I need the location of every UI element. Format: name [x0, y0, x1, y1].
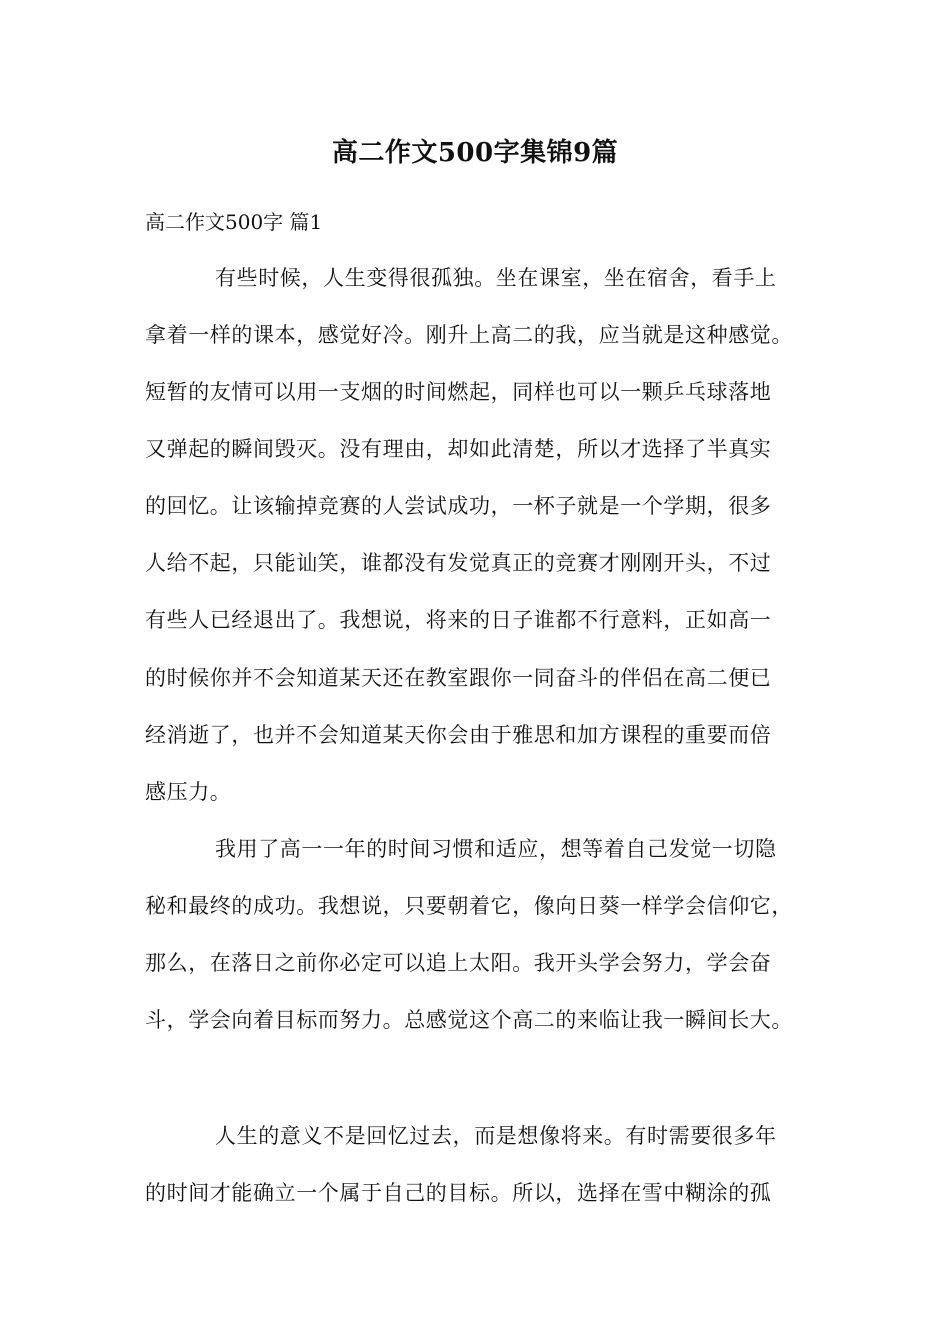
- paragraph-line: 斗，学会向着目标而努力。总感觉这个高二的来临让我一瞬间长大。: [145, 1008, 793, 1032]
- document-title: 高二作文500字集锦9篇: [331, 138, 619, 168]
- paragraph-line: 感压力。: [145, 780, 232, 804]
- paragraph-line: 有些时候，人生变得很孤独。坐在课室，坐在宿舍，看手上: [215, 266, 777, 290]
- paragraph-line: 秘和最终的成功。我想说，只要朝着它，像向日葵一样学会信仰它，: [145, 894, 793, 918]
- section-heading: 高二作文500字 篇1: [145, 210, 323, 234]
- paragraph-line: 的回忆。让该输掉竞赛的人尝试成功，一杯子就是一个学期，很多: [145, 494, 772, 518]
- paragraph-line: 短暂的友情可以用一支烟的时间燃起，同样也可以一颗乒乓球落地: [145, 380, 772, 404]
- paragraph-line: 那么，在落日之前你必定可以追上太阳。我开头学会努力，学会奋: [145, 951, 772, 975]
- paragraph-line: 人给不起，只能讪笑，谁都没有发觉真正的竞赛才刚刚开头，不过: [145, 551, 772, 575]
- paragraph-line: 拿着一样的课本，感觉好冷。刚升上高二的我，应当就是这种感觉。: [145, 323, 793, 347]
- paragraph-line: 我用了高一一年的时间习惯和适应，想等着自己发觉一切隐: [215, 837, 777, 861]
- paragraph-line: 的时候你并不会知道某天还在教室跟你一同奋斗的伴侣在高二便已: [145, 666, 772, 690]
- paragraph-line: 又弹起的瞬间毁灭。没有理由，却如此清楚，所以才选择了半真实: [145, 437, 772, 461]
- paragraph-line: 的时间才能确立一个属于自己的目标。所以，选择在雪中糊涂的孤: [145, 1181, 772, 1205]
- paragraph-line: 经消逝了，也并不会知道某天你会由于雅思和加方课程的重要而倍: [145, 723, 772, 747]
- paragraph-line: 有些人已经退出了。我想说，将来的日子谁都不行意料，正如高一: [145, 608, 772, 632]
- paragraph-line: 人生的意义不是回忆过去，而是想像将来。有时需要很多年: [215, 1124, 777, 1148]
